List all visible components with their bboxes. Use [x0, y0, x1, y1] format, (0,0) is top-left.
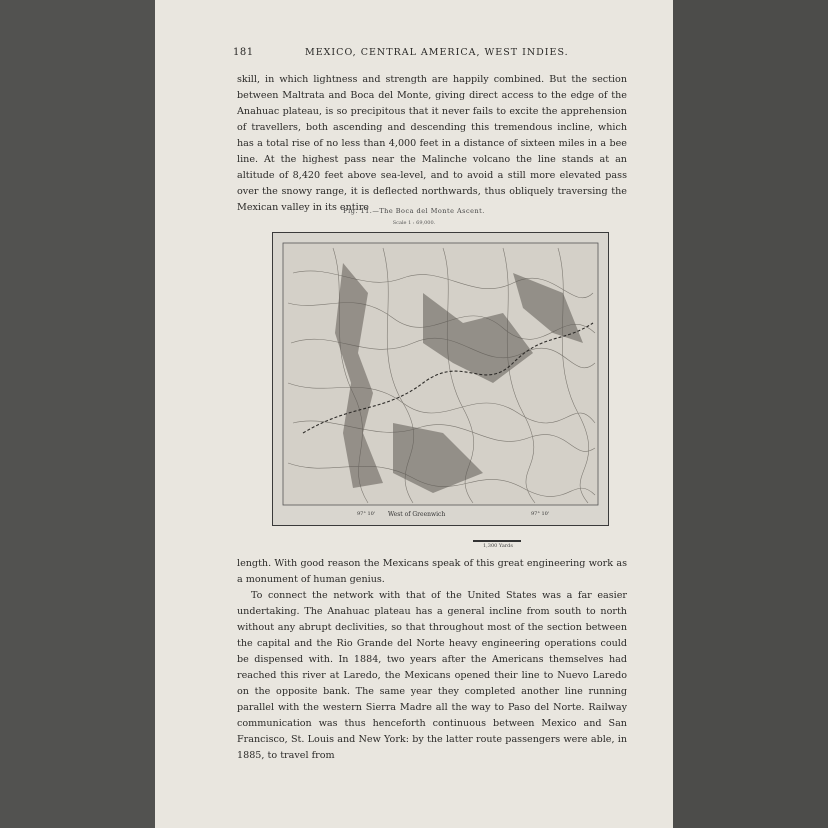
background-right — [673, 0, 828, 828]
paragraph-3: To connect the network with that of the United States was a far easier undertaking. The Anahuac plateau has a general incline from south to north without any abrupt declivities, so that throughout most of the section between the capital and the Rio Grande del Norte heavy engineering operations could be dispensed with. In 1884, two years after the Americans themselves had reached this river at Laredo, the Mexicans opened their line to Nuevo Laredo on the opposite bank. The same year they completed another line running parallel with the western Sierra Madre all the way to Paso del Norte. Railway communication was thus henceforth continuous between Mexico and San Francisco, St. Louis and New York: by the latter route passengers were able, in 1885, to travel from — [237, 590, 627, 761]
relief-map — [272, 232, 609, 526]
meridian-label: West of Greenwich — [388, 511, 446, 518]
book-page — [155, 0, 673, 828]
relief-map-drawing — [273, 233, 608, 525]
figure-caption: Fig. 11.—The Boca del Monte Ascent. — [343, 207, 485, 215]
background-left — [0, 0, 155, 828]
scale-bar-label: 1,300 Yards — [483, 543, 513, 549]
longitude-west-label: 97° 10' — [357, 511, 376, 517]
scale-bar — [473, 540, 521, 542]
figure-scale: Scale 1 : 69,000. — [392, 220, 436, 226]
page-number: 181 — [233, 47, 254, 58]
longitude-east-label: 97° 10' — [531, 511, 550, 517]
paragraph-1: skill, in which lightness and strength are happily combined. But the section between Maltrata and Boca del Monte, giving direct access to the edge of the Anahuac plateau, is so precipitous that it never fails to excite the apprehension of travellers, both ascending and descending this tremendous incline, which has a total rise of no less than 4,000 feet in a distance of sixteen miles in a bee line. At the highest pass near the Malinche volcano the line stands at an altitude of 8,420 feet above sea-level, and to avoid a still more elevated pass over the snowy range, it is deflected northwards, thus obliquely traversing the Mexican valley in its entire — [237, 74, 627, 213]
paragraph-2: length. With good reason the Mexicans speak of this great engineering work as a monument of human genius. — [237, 558, 627, 585]
page-header — [233, 47, 645, 61]
running-title: MEXICO, CENTRAL AMERICA, WEST INDIES. — [305, 47, 569, 58]
